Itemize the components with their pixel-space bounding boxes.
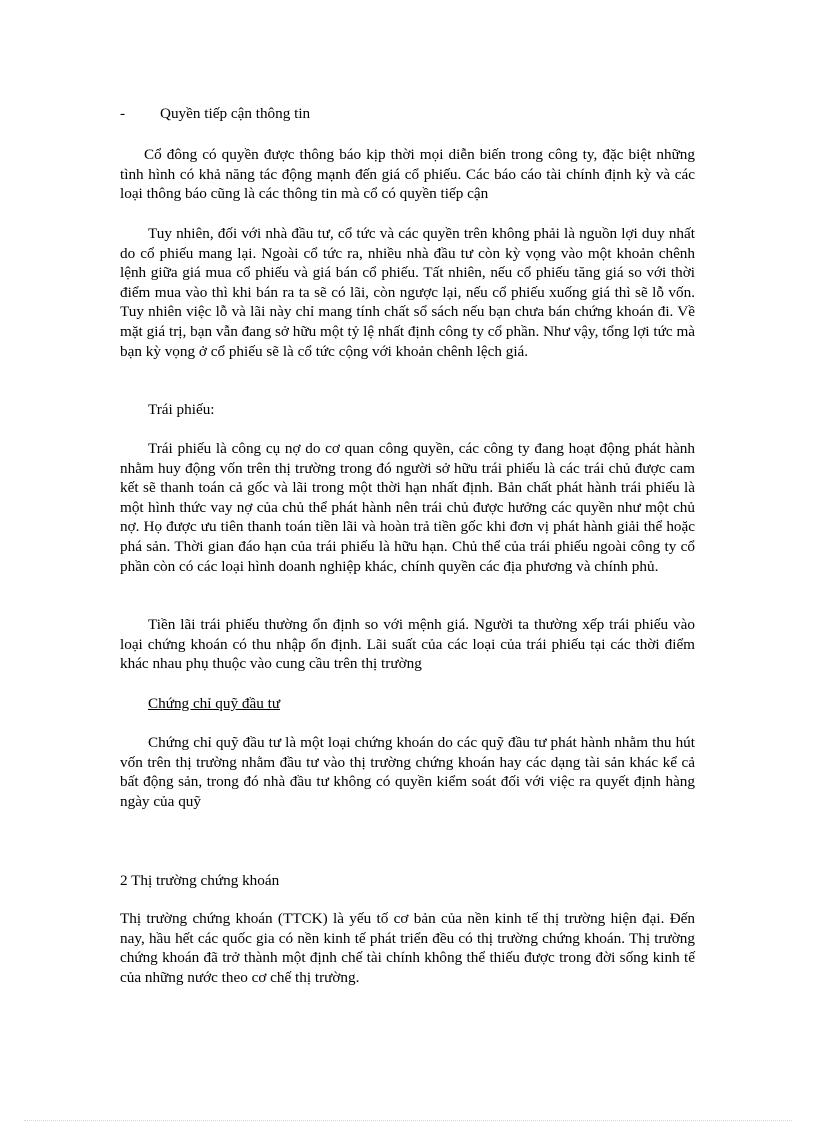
heading-fund-certificates-text: Chứng chỉ quỹ đầu tư	[148, 695, 281, 712]
paragraph-capital-gain: Tuy nhiên, đối với nhà đầu tư, cổ tức và các quyền trên không phải là nguồn lợi duy nhất do cổ phiếu mang lại. Ngoài cổ tức ra, nhiều nhà đầu tư còn kỳ vọng vào một khoản chênh lệnh giữa giá mua cổ phiếu và giá bán cổ phiếu. Tất nhiên, nếu cổ phiếu tăng giá so với thời điểm mua vào thì khi bán ra ta sẽ có lãi, còn ngược lại, nếu cổ phiếu xuống giá thì sẽ lỗ vốn. Tuy nhiên việc lỗ và lãi này chỉ mang tính chất sổ sách nếu bạn chưa bán chứng khoán đi. Về mặt giá trị, bạn vẫn đang sở hữu một tỷ lệ nhất định công ty cổ phần. Như vậy, tổng lợi tức mà bạn kỳ vọng ở cổ phiếu sẽ là cổ tức cộng với khoản chênh lệch giá.	[120, 225, 695, 360]
paragraph-bond-interest: Tiền lãi trái phiếu thường ổn định so với mệnh giá. Người ta thường xếp trái phiếu vào loại chứng khoán có thu nhập ổn định. Lãi suất của các loại của trái phiếu tại các thời điểm khác nhau phụ thuộc vào cung cầu trên thị trường	[120, 616, 695, 673]
paragraph-fund-certificates: Chứng chỉ quỹ đầu tư là một loại chứng khoán do các quỹ đầu tư phát hành nhằm thu hút vốn trên thị trường nhằm đầu tư vào thị trường chứng khoán hay các dạng tài sản khác kể cả bất động sản, trong đó nhà đầu tư không có quyền kiểm soát đối với việc ra quyết định hàng ngày của quỹ	[120, 734, 695, 810]
bullet-marker: -	[120, 105, 126, 122]
paragraph-shareholder-info: Cổ đông có quyền được thông báo kịp thời mọi diễn biến trong công ty, đặc biệt những tình hình có khả năng tác động mạnh đến giá cổ phiếu. Các báo cáo tài chính định kỳ và các loại thông báo cũng là các thông tin mà cổ có quyền tiếp cận	[120, 146, 695, 203]
heading-bonds: Trái phiếu:	[148, 401, 215, 418]
bullet-item	[120, 104, 520, 124]
paragraph-stock-market: Thị trường chứng khoán (TTCK) là yếu tố cơ bản của nền kinh tế thị trường hiện đại. Đến nay, hầu hết các quốc gia có nền kinh tế phát triển đều có thị trường chứng khoán. Thị trường chứng khoán đã trở thành một định chế tài chính không thể thiếu được trong đời sống kinh tế của những nước theo cơ chế thị trường.	[120, 910, 695, 986]
heading-fund-certificates	[120, 694, 695, 714]
page-bottom-divider	[24, 1120, 792, 1121]
heading-stock-market: 2 Thị trường chứng khoán	[120, 872, 280, 889]
paragraph-bonds-definition: Trái phiếu là công cụ nợ do cơ quan công quyền, các công ty đang hoạt động phát hành nhằm huy động vốn trên thị trường trong đó người sở hữu trái phiếu là các trái chủ được cam kết sẽ thanh toán cả gốc và lãi trong một thời hạn nhất định. Bản chất phát hành trái phiếu là một hình thức vay nợ của chủ thể phát hành nên trái chủ được hưởng các quyền như một chủ nợ. Họ được ưu tiên thanh toán tiền lãi và hoàn trả tiền gốc khi đơn vị phát hành giải thể hoặc phá sản. Thời gian đáo hạn của trái phiếu là hữu hạn. Chủ thể của trái phiếu ngoài công ty cổ phần còn có các loại hình doanh nghiệp khác, chính quyền các địa phương và chính phủ.	[120, 440, 695, 575]
bullet-text: Quyền tiếp cận thông tin	[160, 105, 311, 122]
